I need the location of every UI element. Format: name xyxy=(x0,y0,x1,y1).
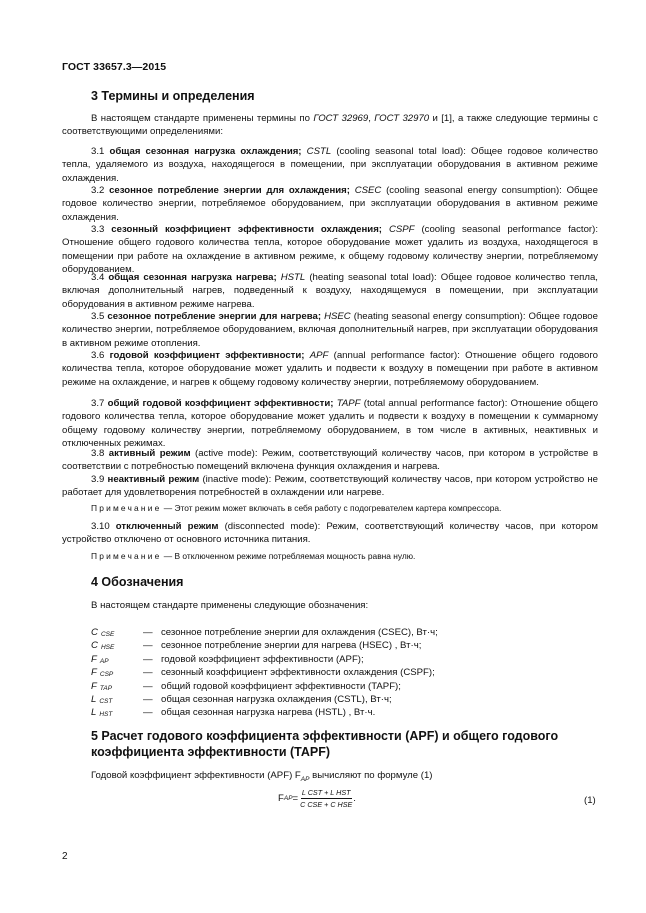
formula-lhs: F xyxy=(278,793,284,804)
symbols-list xyxy=(91,626,571,720)
term-3-2: 3.2 сезонное потребление энергии для охлаждения; CSEC (cooling seasonal energy consumption): Общее годовое количество энергии, потребляемое оборудованием, при эксплуатации оборудования в активном режиме охлаждения. xyxy=(62,185,598,223)
document-header: ГОСТ 33657.3—2015 xyxy=(62,61,167,73)
list-item: F $_{TAP}$ — общий годовой коэффициент эффективности (TAPF); xyxy=(91,680,401,692)
list-item: L $_{CST}$ — общая сезонная нагрузка охлаждения (CSTL), Вт·ч; xyxy=(91,693,392,705)
term-3-7: 3.7 общий годовой коэффициент эффективности; TAPF (total annual performance factor): Отношение общего годового количества тепла, которое оборудование может удалить и подвести к воздуху в помещении к суммарному общему годовому количеству энергии, потребляемому оборудованием, в том числе в активных, неактивных и отключенных режимах. xyxy=(62,398,598,450)
formula-fraction xyxy=(299,788,353,809)
term-3-3: 3.3 сезонный коэффициент эффективности охлаждения; CSPF (cooling seasonal performance factor): Отношение общего годового количества тепла, которое оборудование может удалить из воздуха, находящегося в помещении при работе на охлаждение в активном режиме, к общему годовому количеству энергии, потребляемому оборудованием. xyxy=(62,224,598,276)
term-3-5: 3.5 сезонное потребление энергии для нагрева; HSEC (heating seasonal energy consumption): Общее годовое количество энергии, потребляемое оборудованием, включая дополнительный нагрев, при эксплуатации оборудования в активном режиме отопления. xyxy=(62,311,598,349)
list-item: C $_{CSE}$ — сезонное потребление энергии для охлаждения (CSEC), Вт·ч; xyxy=(91,627,438,638)
page-number: 2 xyxy=(62,851,68,862)
formula-intro: Годовой коэффициент эффективности (APF) $F_{AP}$ вычисляют по формуле (1) xyxy=(91,770,433,783)
term-3-1: 3.1 общая сезонная нагрузка охлаждения; CSTL (cooling seasonal total load): Общее годовое количество тепла, удаляемого из воздуха, находящегося в помещении, при эксплуатации оборудования в активном режиме охлаждения. xyxy=(62,146,598,184)
section-3-intro: В настоящем стандарте применены термины по ГОСТ 32969, ГОСТ 32970 и [1], а также следующие термины с соответствующими определениями: xyxy=(62,113,598,138)
gost-32970-reference: ГОСТ 32970 xyxy=(374,113,430,124)
list-item: C $_{HSE}$ — сезонное потребление энергии для нагрева (HSEC) , Вт·ч; xyxy=(91,640,422,652)
term-3-8: 3.8 активный режим (active mode): Режим, соответствующий количеству часов, при котором в устройстве в соответствии с потребностью помещений включена функция охлаждения и нагрева. xyxy=(62,448,598,473)
note-label: Примечание xyxy=(91,503,162,513)
formula-denominator: C CSE + C HSE xyxy=(300,800,353,809)
list-item: F $_{AP}$ — годовой коэффициент эффективности (APF); xyxy=(91,653,364,665)
section-3-title: 3 Термины и определения xyxy=(91,89,255,103)
section-4-intro: В настоящем стандарте применены следующие обозначения: xyxy=(91,600,369,611)
term-3-6: 3.6 годовой коэффициент эффективности; APF (annual performance factor): Отношение общего годового количества тепла, которое оборудование может удалить и подвести к воздуху в помещении при работе в активном режиме на охлаждение, и нагрев к общему годовому количеству энергии, потребляемому оборудованием. xyxy=(62,350,598,388)
term-3-10: 3.10 отключенный режим (disconnected mode): Режим, соответствующий количеству часов, при котором устройство отключено от основного источника питания. xyxy=(62,521,599,546)
formula-number: (1) xyxy=(584,795,596,806)
note-label: Примечание xyxy=(91,551,162,561)
list-item: L $_{HST}$ — общая сезонная нагрузка нагрева (HSTL) , Вт·ч. xyxy=(91,707,376,719)
formula-numerator: L CST + L HST xyxy=(301,788,351,797)
section-4-title: 4 Обозначения xyxy=(91,575,184,589)
term-3-4: 3.4 общая сезонная нагрузка нагрева; HSTL (heating seasonal total load): Общее годовое количество тепла, включая дополнительный нагрев, подведенный к воздуху, находящемуся в помещении, при эксплуатации оборудования в активном режиме нагрева. xyxy=(62,272,598,310)
note-2: Примечание — В отключенном режиме потребляемая мощность равна нулю. xyxy=(91,551,416,561)
term-3-9: 3.9 неактивный режим (inactive mode): Режим, соответствующий количеству часов, при котором устройство не работает для удовлетворения потребностей в охлаждении или нагреве. xyxy=(62,474,598,499)
note-1: Примечание — Этот режим может включать в себя работу с подогревателем картера компрессора. xyxy=(91,503,502,513)
list-item: F $_{CSP}$ — сезонный коэффициент эффективности охлаждения (CSPF); xyxy=(91,667,435,679)
gost-32969-reference: ГОСТ 32969 xyxy=(313,113,369,124)
section-5-title: 5 Расчет годового коэффициента эффективности (APF) и общего годового коэффициента эффективности (TAPF) xyxy=(91,729,559,759)
formula-1: F AP = $\frac{\text{L CST + L HST}}{\text{C CSE + C HSE}}$ . xyxy=(278,788,356,809)
